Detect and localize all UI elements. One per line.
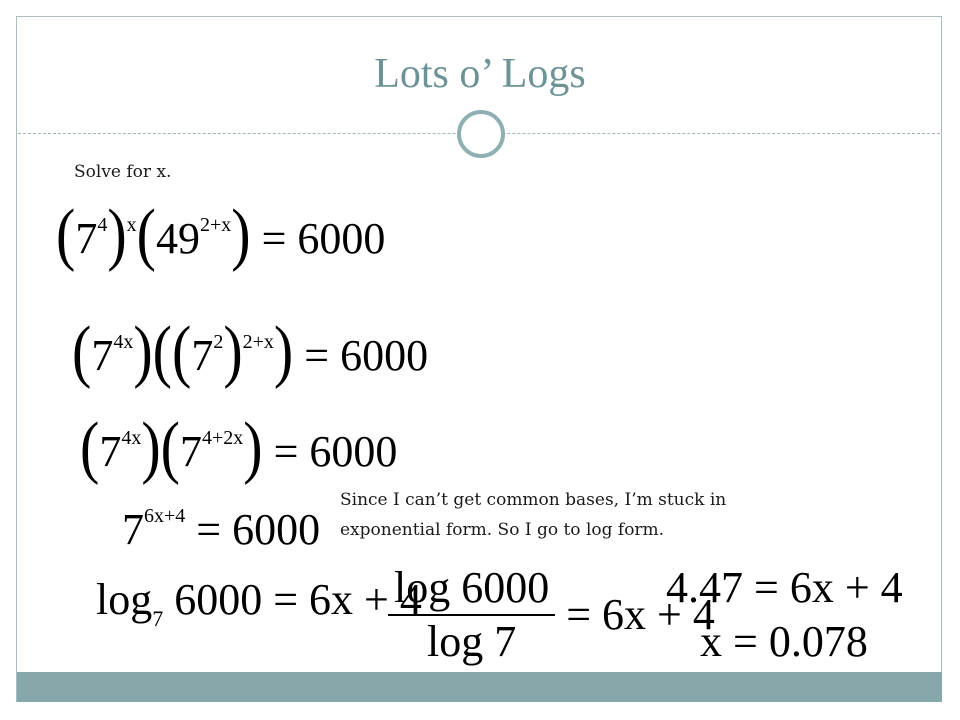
prompt-text: Solve for x.	[74, 162, 172, 182]
equation-4: $7^{6x+4} = 6000$	[122, 505, 321, 554]
equation-6: $\frac{\log 6000}{\log 7}$ = 6x + 4	[388, 566, 715, 664]
circle-ornament-icon	[457, 110, 505, 158]
explanation-note: Since I can’t get common bases, I’m stuck in exponential form. So I go to log form.	[340, 490, 727, 540]
equation-3: $(7^{4x})(7^{4+2x}) = 6000$	[80, 407, 398, 486]
bottom-accent-bar	[17, 672, 942, 702]
slide-title: Lots o’ Logs	[374, 51, 586, 97]
equation-8: x = 0.078	[700, 617, 868, 666]
equation-1: $(7^4)^x(49^{2+x}) = 6000$	[56, 194, 386, 273]
equation-2: $(7^{4x})((7^2)^{2+x}) = 6000$	[72, 311, 429, 390]
equation-7: 4.47 = 6x + 4	[666, 563, 903, 612]
equation-5: $\log_7 6000 = 6x + 4$	[96, 575, 422, 631]
